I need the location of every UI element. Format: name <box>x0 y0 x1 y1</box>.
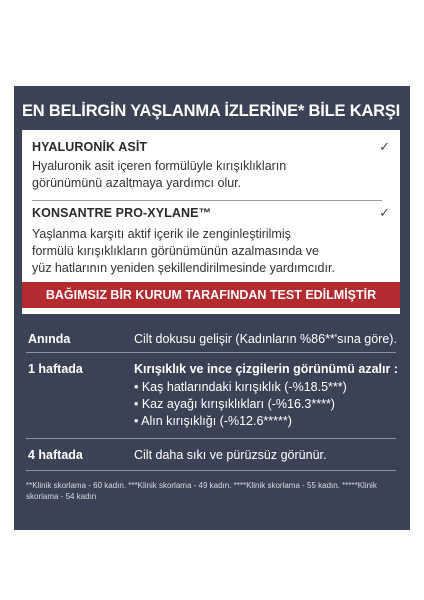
result-heading-week1: Kırışıklık ve ince çizgilerin görünümü azalır : <box>134 362 398 376</box>
result-bullet: • Alın kırışıklığı (-%12.6*****) <box>134 414 292 428</box>
test-banner: BAĞIMSIZ BİR KURUM TARAFINDAN TEST EDİLMİŞTİR <box>22 282 400 308</box>
desc-line: Hyaluronik asit içeren formülüyle kırışıklıkların <box>32 159 287 173</box>
result-label-week1: 1 haftada <box>28 362 83 376</box>
desc-line: Yaşlanma karşıtı aktif içerik ile zenginleştirilmiş <box>32 227 291 241</box>
row-divider <box>26 470 396 471</box>
result-bullet: • Kaş hatlarındaki kırışıklık (-%18.5***) <box>134 380 347 394</box>
headline: EN BELİRGİN YAŞLANMA İZLERİNE* BİLE KARŞI <box>22 102 401 120</box>
result-label-instant: Anında <box>28 332 71 346</box>
row-divider <box>26 352 396 353</box>
desc-line: formülü kırışıklıkların görünümünün azalmasında ve <box>32 244 319 258</box>
ingredient-desc-pro-xylane <box>32 226 382 277</box>
claims-panel <box>14 86 410 530</box>
desc-line: görünümünü azaltmaya yardımcı olur. <box>32 176 242 190</box>
ingredient-desc-hyaluronic <box>32 158 382 192</box>
checkmark-icon: ✓ <box>379 205 390 220</box>
checkmark-icon: ✓ <box>379 139 390 154</box>
footnote: **Klinik skorlama - 60 kadın. ***Klinik skorlama - 49 kadın. ****Klinik skorlama - 55 kadın. *****Klinik skorlama - 54 kadın <box>26 481 377 501</box>
ingredient-title-hyaluronic: HYALURONİK ASİT <box>32 140 148 154</box>
result-text-instant: Cilt dokusu gelişir (Kadınların %86**'sına göre). <box>134 332 397 346</box>
result-bullet: • Kaz ayağı kırışıklıkları (-%16.3****) <box>134 397 335 411</box>
ingredient-title-pro-xylane: KONSANTRE PRO-XYLANE™ <box>32 206 212 220</box>
desc-line: yüz hatlarının yeniden şekillendirilmesinde yardımcıdır. <box>32 261 335 275</box>
result-label-week4: 4 haftada <box>28 448 83 462</box>
row-divider <box>26 438 396 439</box>
result-text-week4: Cilt daha sıkı ve pürüzsüz görünür. <box>134 448 327 462</box>
divider <box>32 200 382 201</box>
